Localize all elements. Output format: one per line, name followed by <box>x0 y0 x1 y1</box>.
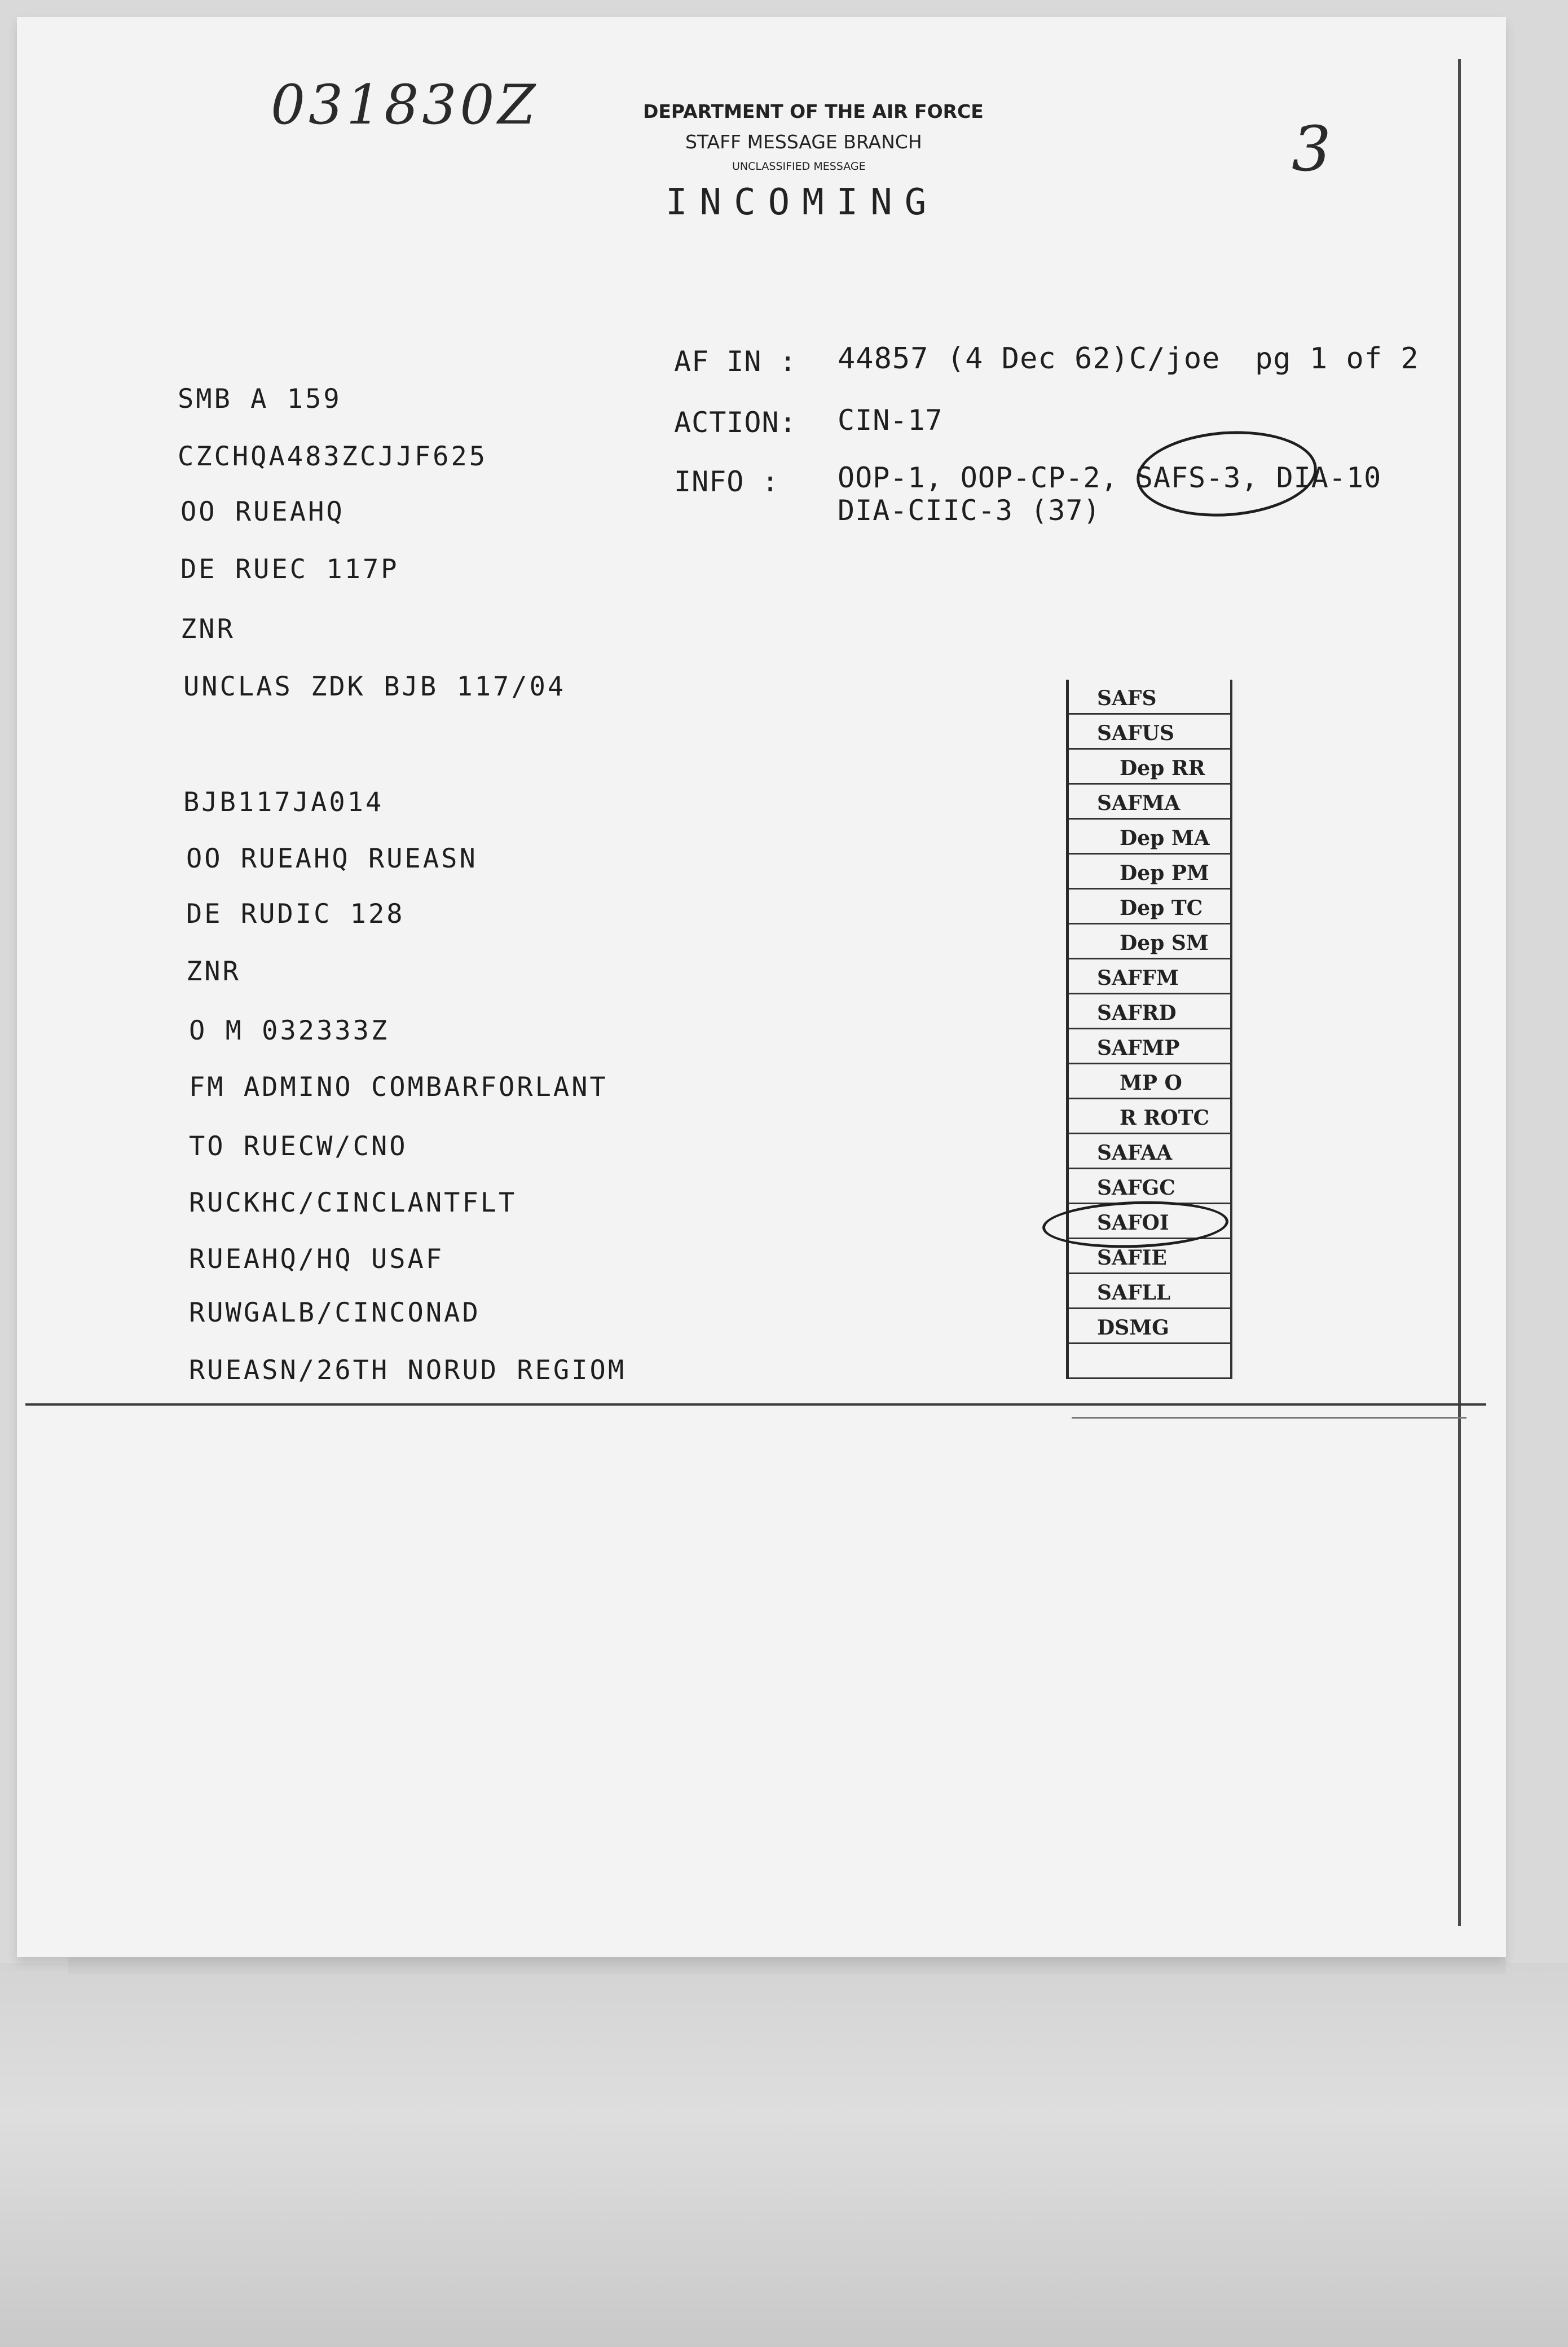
routing-box-row <box>1069 959 1232 994</box>
routing-line: OO RUEAHQ <box>180 496 345 527</box>
routing-box-label: SAFFM <box>1097 966 1179 990</box>
page-title: INCOMING <box>666 182 939 223</box>
message-line: O M 032333Z <box>189 1015 390 1046</box>
routing-box-row <box>1069 1169 1232 1204</box>
action-value: CIN-17 <box>838 404 943 437</box>
routing-box-rows <box>1069 680 1232 1379</box>
handwritten-page-marker: 3 <box>1292 113 1331 185</box>
message-line: RUCKHC/CINCLANTFLT <box>189 1187 517 1218</box>
routing-box-label: SAFRD <box>1097 1001 1177 1025</box>
routing-box-label: Dep PM <box>1120 861 1209 885</box>
routing-box-label: Dep SM <box>1120 931 1209 955</box>
routing-box-label: SAFIE <box>1097 1246 1167 1270</box>
routing-box-row <box>1069 1064 1232 1099</box>
routing-box-label: SAFAA <box>1097 1141 1173 1165</box>
routing-box <box>1066 680 1232 1379</box>
message-line: DE RUDIC 128 <box>186 899 405 930</box>
routing-box-row <box>1069 994 1232 1029</box>
routing-box-row <box>1069 1274 1232 1309</box>
page-right-border <box>1458 59 1461 1926</box>
branch-heading: STAFF MESSAGE BRANCH <box>685 131 922 153</box>
message-divider <box>25 1403 1486 1406</box>
message-line: RUEAHQ/HQ USAF <box>189 1244 444 1275</box>
message-divider-secondary <box>1072 1417 1466 1419</box>
af-in-label: AF IN : <box>674 345 797 378</box>
routing-box-label: SAFLL <box>1097 1281 1171 1305</box>
routing-box-label: DSMG <box>1097 1316 1169 1340</box>
page-number: pg 1 of 2 <box>1255 342 1419 376</box>
routing-box-row <box>1069 890 1232 924</box>
page-shadow <box>68 1957 1506 1974</box>
routing-box-label: SAFOI <box>1097 1211 1169 1235</box>
document-page <box>17 17 1506 1957</box>
routing-box-label: SAFGC <box>1097 1176 1175 1200</box>
handwritten-dtg: 031830Z <box>271 73 539 136</box>
routing-box-label: SAFS <box>1097 686 1157 710</box>
routing-box-row <box>1069 1309 1232 1344</box>
routing-box-label: Dep TC <box>1120 896 1203 920</box>
routing-line: CZCHQA483ZCJJF625 <box>178 441 488 472</box>
routing-box-label: SAFMP <box>1097 1036 1180 1060</box>
info-line-1: OOP-1, OOP-CP-2, SAFS-3, DIA-10 <box>838 461 1382 494</box>
routing-box-label: Dep MA <box>1120 826 1210 850</box>
routing-box-row <box>1069 1099 1232 1134</box>
info-line-2: DIA-CIIC-3 (37) <box>838 494 1101 527</box>
routing-box-label: SAFMA <box>1097 791 1181 815</box>
routing-box-label: R ROTC <box>1120 1106 1210 1130</box>
classification-heading: UNCLASSIFIED MESSAGE <box>732 160 866 173</box>
routing-box-row <box>1069 680 1232 715</box>
routing-box-row <box>1069 924 1232 959</box>
routing-box-label: SAFUS <box>1097 721 1174 745</box>
routing-box-label: MP O <box>1120 1071 1182 1095</box>
info-label: INFO : <box>674 465 779 498</box>
message-line: ZNR <box>186 956 241 987</box>
routing-box-row <box>1069 1344 1232 1379</box>
action-label: ACTION: <box>674 406 797 439</box>
message-line: RUEASN/26TH NORUD REGIOM <box>189 1355 627 1386</box>
routing-line: SMB A 159 <box>178 384 342 415</box>
routing-box-row <box>1069 855 1232 890</box>
routing-line: ZNR <box>180 614 235 645</box>
department-heading: DEPARTMENT OF THE AIR FORCE <box>643 100 984 122</box>
af-in-value: 44857 (4 Dec 62)C/joe <box>838 342 1221 376</box>
routing-box-row <box>1069 750 1232 785</box>
routing-box-label: Dep RR <box>1120 756 1205 780</box>
routing-box-row <box>1069 1029 1232 1064</box>
message-line: BJB117JA014 <box>183 787 384 818</box>
routing-box-row <box>1069 785 1232 820</box>
message-line: TO RUECW/CNO <box>189 1131 408 1162</box>
routing-line: DE RUEC 117P <box>180 554 399 585</box>
routing-line: UNCLAS ZDK BJB 117/04 <box>183 671 566 702</box>
routing-box-row <box>1069 715 1232 750</box>
routing-box-row <box>1069 820 1232 855</box>
message-line: OO RUEAHQ RUEASN <box>186 843 478 874</box>
background-lower <box>0 1963 1568 2347</box>
routing-box-row <box>1069 1134 1232 1169</box>
message-line: FM ADMINO COMBARFORLANT <box>189 1072 608 1103</box>
message-line: RUWGALB/CINCONAD <box>189 1297 481 1328</box>
